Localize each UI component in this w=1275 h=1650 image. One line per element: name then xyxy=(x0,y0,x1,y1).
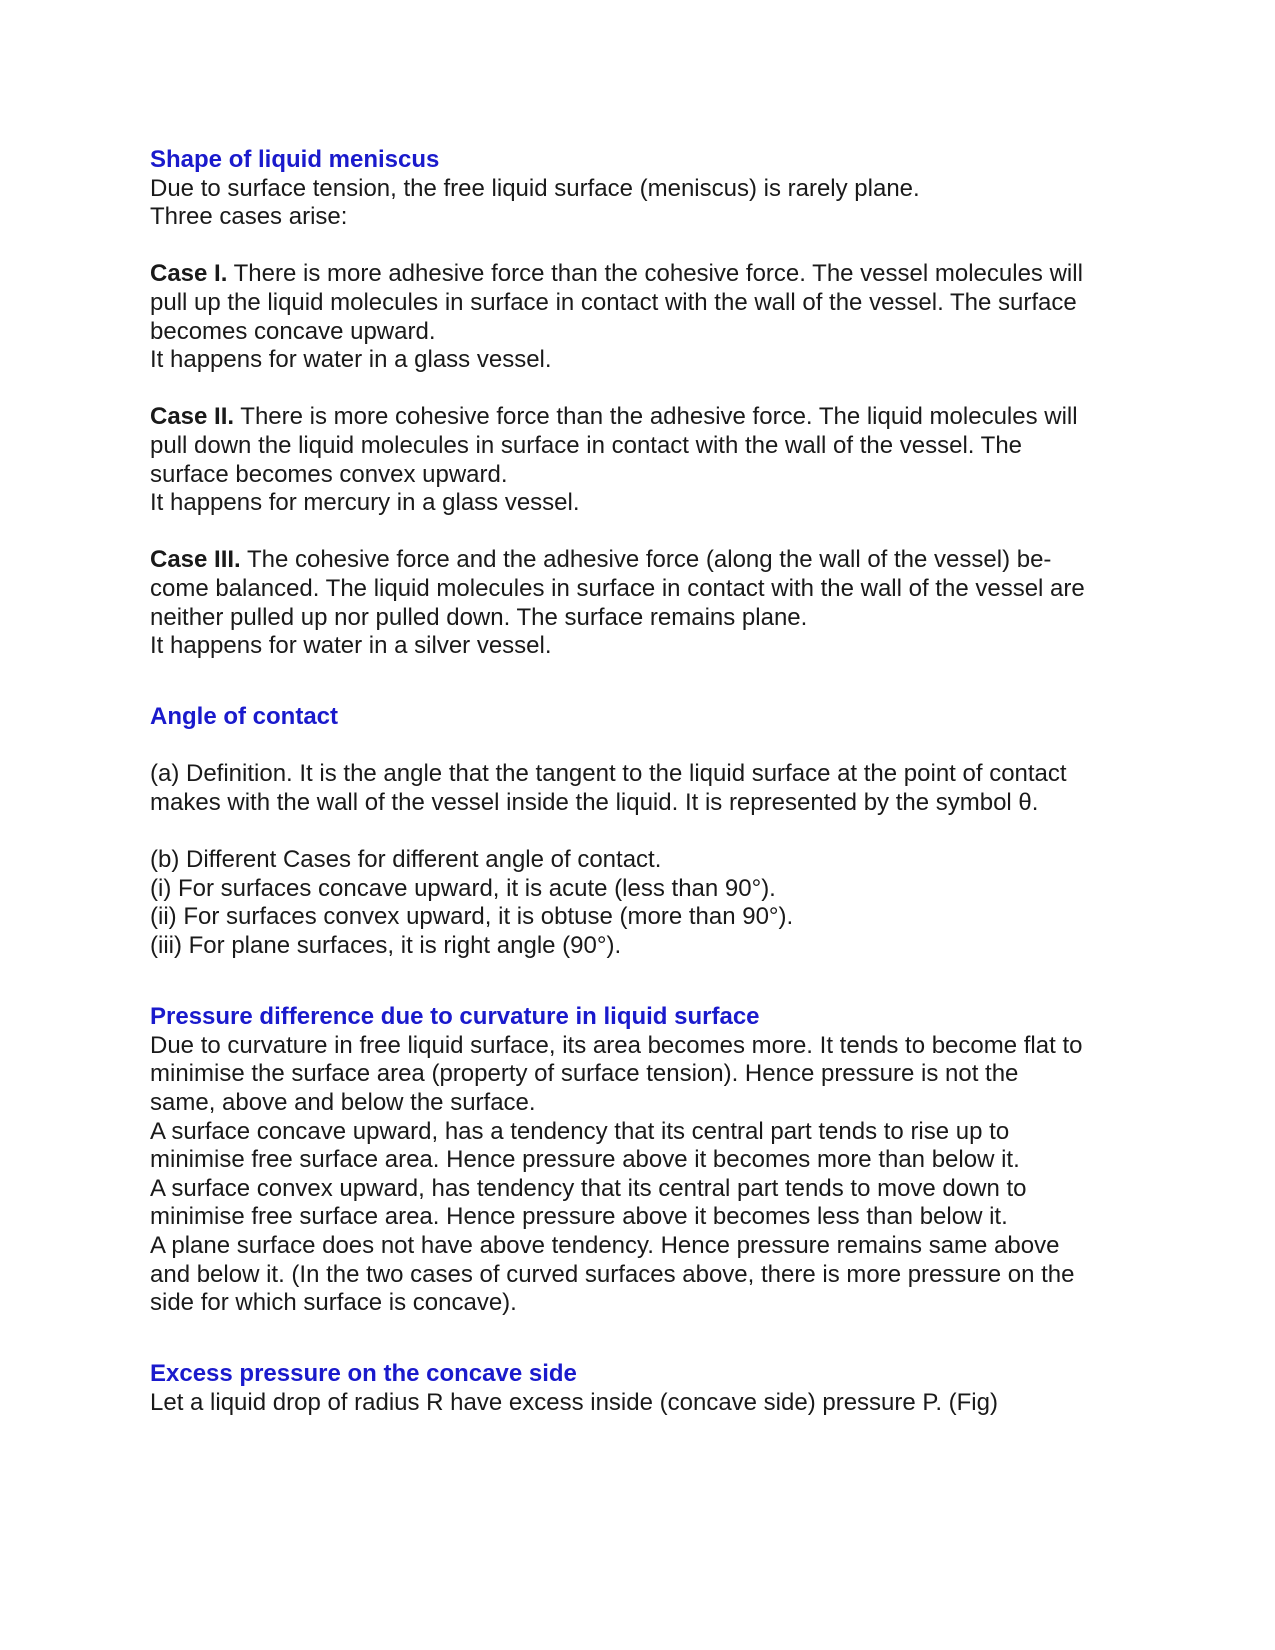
text-line: Due to surface tension, the free liquid surface (meniscus) is rarely plane. xyxy=(150,174,920,202)
text-line: and below it. (In the two cases of curved surfaces above, there is more pressure on the xyxy=(150,1260,1075,1288)
text-line: Three cases arise: xyxy=(150,203,348,231)
text-line: pull down the liquid molecules in surface in contact with the wall of the vessel. The xyxy=(150,431,1023,459)
heading-excess-pressure: Excess pressure on the concave side xyxy=(150,1360,577,1388)
text-line: Let a liquid drop of radius R have excess inside (concave side) pressure P. (Fig) xyxy=(150,1388,998,1416)
case-3-label: Case III. xyxy=(150,546,241,574)
case-2-label: Case II. xyxy=(150,403,235,431)
text-line: minimise free surface area. Hence pressure above it becomes more than below it. xyxy=(150,1146,1020,1174)
text-line: It happens for mercury in a glass vessel. xyxy=(150,489,580,517)
text-line: same, above and below the surface. xyxy=(150,1089,536,1116)
heading-pressure-difference: Pressure difference due to curvature in liquid surface xyxy=(150,1003,760,1031)
text-line: neither pulled up nor pulled down. The surface remains plane. xyxy=(150,603,808,631)
case-1-text: There is more adhesive force than the cohesive force. The vessel molecules will xyxy=(227,260,1083,288)
case-3-text: The cohesive force and the adhesive force (along the wall of the vessel) be- xyxy=(240,546,1052,574)
text-line: pull up the liquid molecules in surface in contact with the wall of the vessel. The surface xyxy=(150,288,1077,316)
text-line: A surface convex upward, has tendency that its central part tends to move down to xyxy=(150,1174,1027,1202)
text-line: (b) Different Cases for different angle of contact. xyxy=(150,846,662,874)
text-line: A surface concave upward, has a tendency that its central part tends to rise up to xyxy=(150,1117,1010,1145)
case-3-first-line xyxy=(150,546,1140,575)
case-2-text: There is more cohesive force than the adhesive force. The liquid molecules will xyxy=(234,403,1078,431)
case-1-first-line xyxy=(150,260,1140,289)
text-line: It happens for water in a silver vessel. xyxy=(150,632,552,660)
text-line: (i) For surfaces concave upward, it is acute (less than 90°). xyxy=(150,874,776,902)
case-1-label: Case I. xyxy=(150,260,228,288)
case-2-first-line xyxy=(150,403,1140,432)
document-page xyxy=(150,146,1140,1418)
text-line: (a) Definition. It is the angle that the tangent to the liquid surface at the point of contact xyxy=(150,760,1067,788)
text-line: becomes concave upward. xyxy=(150,317,436,345)
text-line: It happens for water in a glass vessel. xyxy=(150,346,552,374)
text-line: makes with the wall of the vessel inside the liquid. It is represented by the symbol θ. xyxy=(150,789,1039,817)
text-line: minimise free surface area. Hence pressure above it becomes less than below it. xyxy=(150,1203,1008,1231)
heading-angle-of-contact: Angle of contact xyxy=(150,703,339,731)
text-line: (ii) For surfaces convex upward, it is obtuse (more than 90°). xyxy=(150,903,794,931)
text-line: minimise the surface area (property of surface tension). Hence pressure is not the xyxy=(150,1060,1019,1088)
text-line: come balanced. The liquid molecules in surface in contact with the wall of the vessel are xyxy=(150,574,1085,602)
text-line: A plane surface does not have above tendency. Hence pressure remains same above xyxy=(150,1231,1060,1259)
text-line: (iii) For plane surfaces, it is right angle (90°). xyxy=(150,932,622,960)
text-line: surface becomes convex upward. xyxy=(150,460,508,488)
heading-meniscus: Shape of liquid meniscus xyxy=(150,146,440,173)
text-line: Due to curvature in free liquid surface, its area becomes more. It tends to become flat to xyxy=(150,1031,1083,1059)
text-line: side for which surface is concave). xyxy=(150,1289,517,1317)
